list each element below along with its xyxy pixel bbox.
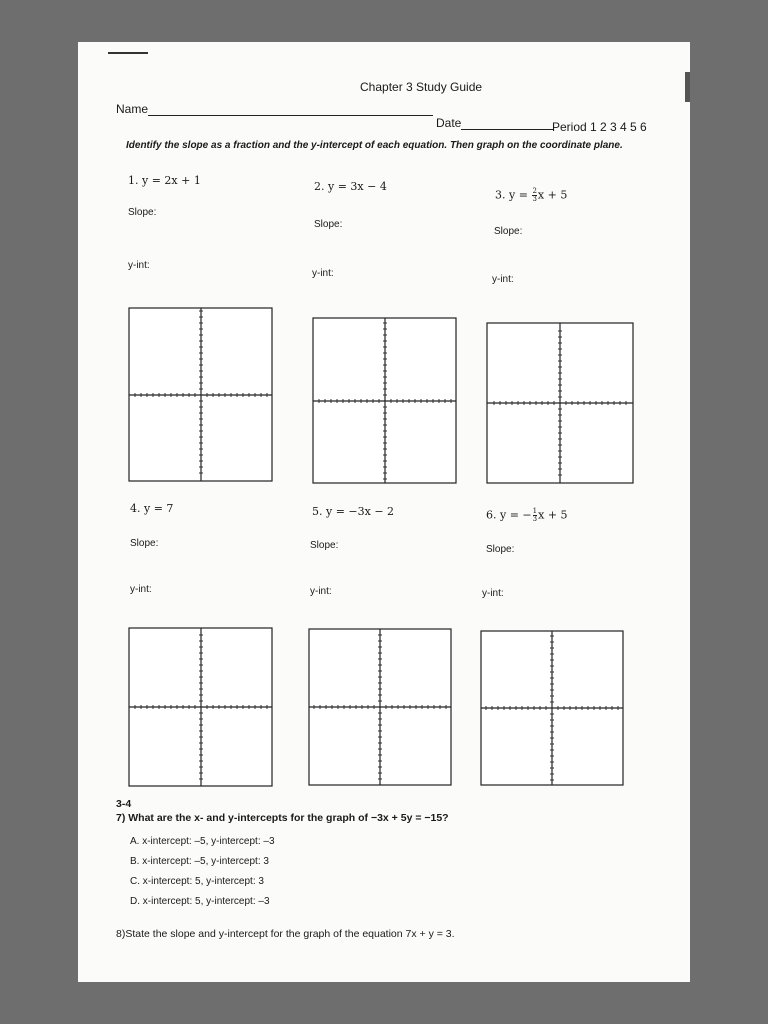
problem-6-slope-label: Slope: (486, 544, 515, 555)
name-field[interactable] (116, 102, 433, 116)
problem-3-yint-label: y-int: (492, 274, 514, 285)
instructions: Identify the slope as a fraction and the y-intercept of each equation. Then graph on the coordinate plane. (126, 140, 623, 151)
coordinate-grid-6[interactable] (480, 630, 624, 786)
problem-2-yint-label: y-int: (312, 268, 334, 279)
name-label: Name (116, 102, 149, 116)
problem-2-equation: 2. y = 3x − 4 (314, 180, 387, 193)
problem-5-yint-label: y-int: (310, 586, 332, 597)
scan-edge-mark (685, 72, 690, 102)
coordinate-grid-4[interactable] (128, 627, 273, 787)
problem-1-equation: 1. y = 2x + 1 (128, 174, 201, 187)
section-label: 3-4 (116, 798, 132, 810)
page-title: Chapter 3 Study Guide (360, 80, 483, 94)
question-7-option-c[interactable]: C. x-intercept: 5, y-intercept: 3 (130, 876, 264, 887)
problem-1-slope-label: Slope: (128, 207, 157, 218)
problem-4-equation: 4. y = 7 (130, 502, 174, 515)
problem-4-yint-label: y-int: (130, 584, 152, 595)
problem-3-slope-label: Slope: (494, 226, 523, 237)
worksheet-page (78, 42, 690, 982)
problem-6-yint-label: y-int: (482, 588, 504, 599)
date-field[interactable] (436, 116, 553, 130)
coordinate-grid-3[interactable] (486, 322, 634, 484)
question-7-text: 7) What are the x- and y-intercepts for the graph of −3x + 5y = −15? (116, 812, 449, 824)
question-7-option-b[interactable]: B. x-intercept: –5, y-intercept: 3 (130, 856, 269, 867)
problem-4-slope-label: Slope: (130, 538, 159, 549)
period-label: Period 1 2 3 4 5 6 (552, 120, 647, 134)
problem-3-equation: 3. y = $\frac{2}{3}$ x + 5 (495, 187, 568, 203)
question-7-option-d[interactable]: D. x-intercept: 5, y-intercept: –3 (130, 896, 270, 907)
problem-5-equation: 5. y = −3x − 2 (312, 505, 395, 518)
question-7-option-a[interactable]: A. x-intercept: –5, y-intercept: –3 (130, 836, 275, 847)
problem-1-yint-label: y-int: (128, 260, 150, 271)
coordinate-grid-2[interactable] (312, 317, 457, 484)
coordinate-grid-1[interactable] (128, 307, 273, 482)
problem-2-slope-label: Slope: (314, 219, 343, 230)
problem-6-equation: 6. y = − $\frac{1}{3}$ x + 5 (486, 507, 568, 523)
problem-5-slope-label: Slope: (310, 540, 339, 551)
question-8-text: 8)State the slope and y-intercept for the graph of the equation 7x + y = 3. (116, 928, 455, 940)
pen-mark (108, 52, 148, 54)
coordinate-grid-5[interactable] (308, 628, 452, 786)
date-label: Date (436, 116, 462, 130)
